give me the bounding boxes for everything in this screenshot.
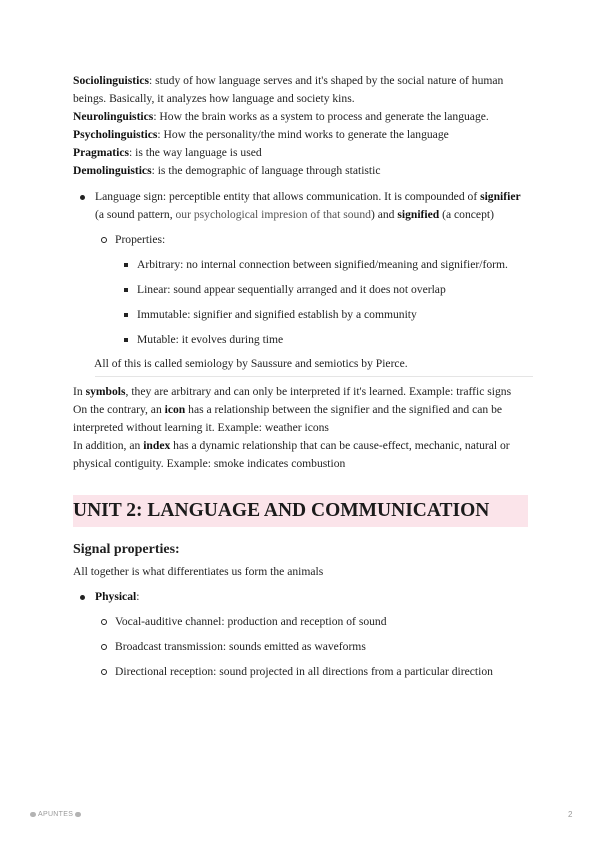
page-number: 2 (568, 810, 573, 819)
icon-paragraph: On the contrary, an icon has a relationship between the signifier and the signified and can be interpreted without learning it. Example: weather icons (73, 403, 503, 434)
list-item-language-sign (73, 188, 533, 373)
semiology-note: All of this is called semiology by Saussure and semiotics by Pierce. (94, 357, 408, 370)
property-immutable: Immutable: signifier and signified establish by a community (115, 306, 533, 324)
property-linear: Linear: sound appear sequentially arranged and it does not overlap (115, 281, 533, 299)
document-page (73, 72, 533, 681)
symbols-paragraph: In symbols, they are arbitrary and can only be interpreted if it's learned. Example: traffic signs (73, 385, 512, 398)
index-paragraph: In addition, an index has a dynamic relationship that can be cause-effect, mechanic, natural or physical contiguity. Example: smoke indicates combustion (73, 439, 510, 470)
divider (95, 376, 533, 377)
properties-sublist (115, 256, 533, 349)
language-sign-text: Language sign: perceptible entity that allows communication. It is compounded of signifier (a sound pattern, our psychological impresion of that sound) and signified (a concept) (95, 190, 521, 221)
definition-demolinguistics: Demolinguistics: is the demographic of language through statistic (73, 164, 381, 177)
signal-properties-heading: Signal properties: (73, 542, 180, 557)
property-mutable: Mutable: it evolves during time (115, 331, 533, 349)
physical-list (73, 588, 533, 681)
speech-bubble-icon (75, 812, 81, 817)
physical-item-vocal: Vocal-auditive channel: production and reception of sound (95, 613, 533, 631)
definition-neurolinguistics: Neurolinguistics: How the brain works as a system to process and generate the language. (73, 110, 489, 123)
sign-list (73, 188, 533, 373)
symbols-block (73, 383, 533, 473)
definition-psycholinguistics: Psycholinguistics: How the personality/the mind works to generate the language (73, 128, 449, 141)
definition-pragmatics: Pragmatics: is the way language is used (73, 146, 262, 159)
speech-bubble-icon (30, 812, 36, 817)
unit-title: UNIT 2: LANGUAGE AND COMMUNICATION (73, 495, 528, 527)
list-item-properties: Properties: Arbitrary: no internal connection between signified/meaning and signifier/form. Linear: sound appear sequentially arranged and it does not overlap Immutable: signifier and signified establish by a community Mutable: it evolves during time (95, 231, 533, 349)
footer-logo: APUNTES (30, 811, 81, 818)
definition-sociolinguistics: Sociolinguistics: study of how language serves and it's shaped by the social nature of human beings. Basically, it analyzes how language and society kins. (73, 74, 504, 105)
physical-sublist (95, 613, 533, 681)
list-item-physical: Physical: Vocal-auditive channel: production and reception of sound Broadcast transmission: sounds emitted as waveforms Directional reception: sound projected in all directions from a particular direction (73, 588, 533, 681)
physical-item-broadcast: Broadcast transmission: sounds emitted as waveforms (95, 638, 533, 656)
physical-item-directional: Directional reception: sound projected in all directions from a particular direction (95, 663, 533, 681)
properties-list (95, 231, 533, 349)
signal-intro: All together is what differentiates us form the animals (73, 565, 324, 578)
property-arbitrary: Arbitrary: no internal connection between signified/meaning and signifier/form. (115, 256, 533, 274)
definitions-block (73, 72, 533, 180)
